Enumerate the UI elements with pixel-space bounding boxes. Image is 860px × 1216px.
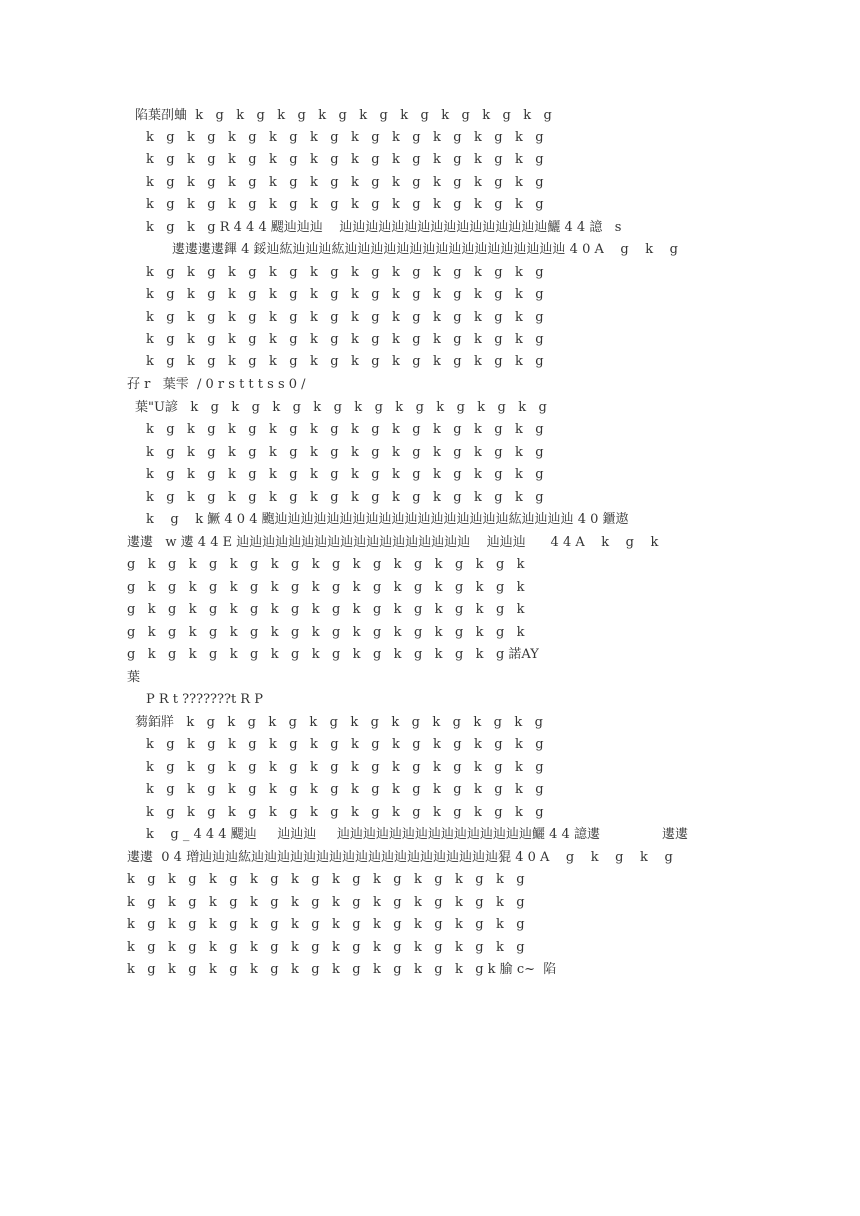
text-line: k g k g k g k g k g k g k g k g k g k g [146,490,544,505]
text-line: k g k g k g k g k g k g k g k g k g k g [146,130,544,145]
text-line: P R t ???????t R P [146,692,263,707]
text-line: k g k g k g k g k g k g k g k g k g k g [127,872,525,887]
text-line: k g k g k g k g k g k g k g k g k g k g [146,445,544,460]
text-line: k g k g k g k g k g k g k g k g k g k g [146,805,544,820]
text-line: k g k g k g k g k g k g k g k g k g k g [146,782,544,797]
text-line: k g k g k g k g k g k g k g k g k g k g [146,422,544,437]
text-line: g k g k g k g k g k g k g k g k g k g k [127,625,525,640]
text-line: k g k g k g k g k g k g k g k g k g k g [146,152,544,167]
text-line: 孖 r 葉雫 / 0 r s t t t s s 0 / [127,377,306,392]
text-line: g k g k g k g k g k g k g k g k g k g k [127,580,525,595]
text-line: k g _ 4 4 4 颸辿 辿辿辿 辿辿辿辿辿辿辿辿辿辿辿辿辿辿辿鱺 4 4 譩遱 遱遱 [146,827,688,842]
text-line: 陷葉刟蛐 k g k g k g k g k g k g k g k g k g [135,108,552,123]
text-line: k g k g k g k g k g k g k g k g k g k g [127,940,525,955]
text-line: 葉"U諺 k g k g k g k g k g k g k g k g k g [135,400,547,415]
text-line: 葉 [127,670,141,685]
text-line: g k g k g k g k g k g k g k g k g k g k [127,557,525,572]
text-line: k g k g k g k g k g k g k g k g k g k g [146,467,544,482]
text-line: 遱遱 0 4 璔辿辿辿紘辿辿辿辿辿辿辿辿辿辿辿辿辿辿辿辿辿辿辿猑 4 0 A g k g k g [127,850,673,865]
text-line: 遱遱 w 遱 4 4 E 辿辿辿辿辿辿辿辿辿辿辿辿辿辿辿辿辿辿 辿辿辿 4 4 A k g k [127,535,659,550]
text-line: g k g k g k g k g k g k g k g k g k g k [127,602,525,617]
text-line: k g k g k g k g k g k g k g k g k g k g [127,895,525,910]
text-line: k g k g k g k g k g k g k g k g k g k g [146,310,544,325]
text-line: k g k g k g k g k g k g k g k g k g k 腧 c~ 陷 [127,962,557,977]
text-line: g k g k g k g k g k g k g k g k g k g 諾AY [127,647,539,662]
text-line: k g k g k g k g k g k g k g k g k g k g [146,197,544,212]
text-line: k g k g k g k g k g k g k g k g k g k g [127,917,525,932]
text-line: k g k g R 4 4 4 颸辿辿辿 辿辿辿辿辿辿辿辿辿辿辿辿辿辿辿辿鱺 4 4 譩 s [146,220,622,235]
text-line: k g k g k g k g k g k g k g k g k g k g [146,265,544,280]
text-line: k g k 鱖 4 0 4 颮辿辿辿辿辿辿辿辿辿辿辿辿辿辿辿辿辿辿紘辿辿辿辿 4 0 鑎遨 [146,512,629,527]
text-line: k g k g k g k g k g k g k g k g k g k g [146,332,544,347]
text-line: k g k g k g k g k g k g k g k g k g k g [146,287,544,302]
text-line: 遱遱遱遱鏎 4 鋖辿紘辿辿辿紘辿辿辿辿辿辿辿辿辿辿辿辿辿辿辿辿辿 4 0 A g k g [172,242,678,257]
text-line: k g k g k g k g k g k g k g k g k g k g [146,354,544,369]
text-line: 蒭銆牂 k g k g k g k g k g k g k g k g k g [135,715,543,730]
text-line: k g k g k g k g k g k g k g k g k g k g [146,760,544,775]
text-line: k g k g k g k g k g k g k g k g k g k g [146,175,544,190]
text-line: k g k g k g k g k g k g k g k g k g k g [146,737,544,752]
